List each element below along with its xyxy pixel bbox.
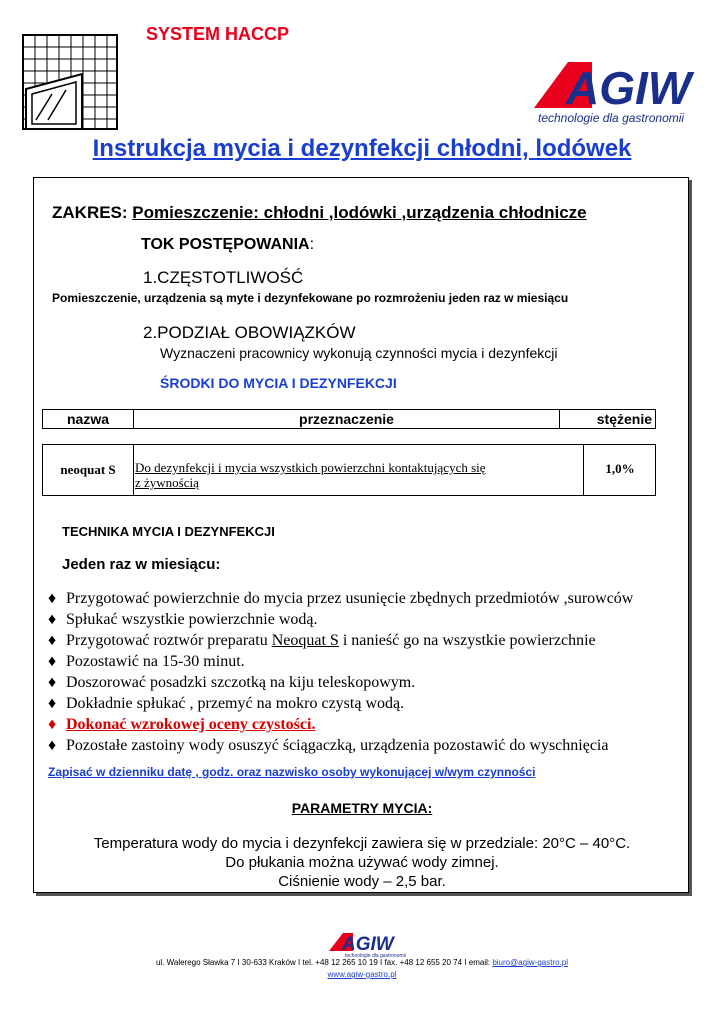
bullet-icon: ♦ [48,632,57,649]
pressure-line: Ciśnienie wody – 2,5 bar. [278,873,446,890]
frequency-heading: 1.CZĘSTOTLIWOŚĆ [143,268,304,287]
haccp-door-logo [22,34,118,130]
bullet-icon: ♦ [48,716,57,733]
tok-label: TOK POSTĘPOWANIA [141,236,310,253]
svg-text:AGIW: AGIW [342,934,394,955]
document-title: Instrukcja mycia i dezynfekcji chłodni, lodówek [92,135,632,162]
list-item: ♦ Pozostałe zastoiny wody osuszyć ściągaczką, urządzenia pozostawić do wyschnięcia [48,737,609,754]
cell-stezenie: 1,0% [605,461,635,476]
bullet-icon: ♦ [48,695,57,712]
col-stezenie: stężenie [596,411,652,427]
website-link[interactable]: www.agiw-gastro.pl [327,970,397,979]
frequency-text: Pomieszczenie, urządzenia są myte i dezynfekowane po rozmrożeniu jeden raz w miesiącu [52,291,569,305]
list-item: ♦ Przygotować powierzchnie do mycia przez usunięcie zbędnych przedmiotów ,surowców [48,590,634,607]
cell-przeznaczenie-l1: Do dezynfekcji i mycia wszystkich powierzchni kontaktujących się [135,460,486,475]
footer [0,957,724,981]
col-nazwa: nazwa [66,411,109,427]
system-title: SYSTEM HACCP [146,24,290,44]
log-instruction: Zapisać w dzienniku datę , godz. oraz nazwisko osoby wykonującej w/wym czynności [48,765,536,779]
product-name: Neoquat S [271,632,339,649]
list-item-highlight: ♦ Dokonać wzrokowej oceny czystości. [48,716,316,733]
parameters-heading: PARAMETRY MYCIA: [291,800,433,816]
zakres-label: ZAKRES: [52,203,133,222]
list-item: ♦ Dokładnie spłukać , przemyć na mokro czystą wodą. [48,695,405,712]
duties-heading: 2.PODZIAŁ OBOWIĄZKÓW [143,323,356,342]
list-item: ♦ Pozostawić na 15-30 minut. [48,653,245,670]
steps-list [48,588,633,756]
agiw-tagline: technologie dla gastronomii [538,111,685,125]
duties-text: Wyznaczeni pracownicy wykonują czynności mycia i dezynfekcji [160,345,558,361]
bullet-icon: ♦ [48,737,57,754]
col-przeznaczenie: przeznaczenie [299,411,394,427]
list-item: ♦ Przygotować roztwór preparatu Neoquat S i nanieść go na wszystkie powierzchnie [48,632,596,649]
zakres-value: Pomieszczenie: chłodni ,lodówki ,urządzenia chłodnicze [132,203,587,222]
agiw-logo-text: AGIW [566,62,692,114]
parameters-text [0,834,724,891]
list-item: ♦ Spłukać wszystkie powierzchnie wodą. [48,611,318,628]
bullet-icon: ♦ [48,590,57,607]
agents-heading: ŚRODKI DO MYCIA I DEZYNFEKCJI [160,375,397,391]
bullet-icon: ♦ [48,653,57,670]
cell-nazwa: neoquat S [60,462,116,477]
monthly-heading: Jeden raz w miesiącu: [62,556,221,573]
footer-agiw-logo [327,931,406,959]
table-row [42,444,656,496]
list-item: ♦ Doszorować posadzki szczotką na kiju teleskopowym. [48,674,416,691]
cell-przeznaczenie [135,445,555,495]
table-header-row [42,409,656,429]
tok-colon: : [309,236,315,253]
zakres-line [52,203,587,223]
tok-heading [141,236,314,254]
bullet-icon: ♦ [48,611,57,628]
svg-text:technologie dla gastronomii: technologie dla gastronomii [345,953,406,959]
temperature-line: Temperatura wody do mycia i dezynfekcji zawiera się w przedziale: 20°C – 40°C. [93,835,631,852]
cell-przeznaczenie-l2: z żywnością [135,475,199,490]
email-link[interactable]: biuro@agiw-gastro.pl [492,958,569,967]
technique-heading: TECHNIKA MYCIA I DEZYNFEKCJI [62,524,275,539]
rinse-line: Do płukania można używać wody zimnej. [225,854,499,871]
bullet-icon: ♦ [48,674,57,691]
footer-address: ul. Walerego Sławka 7 I 30-633 Kraków I tel. +48 12 265 10 19 I fax. +48 12 655 20 74 I email: biuro@agiw-gastro.pl [155,958,569,967]
